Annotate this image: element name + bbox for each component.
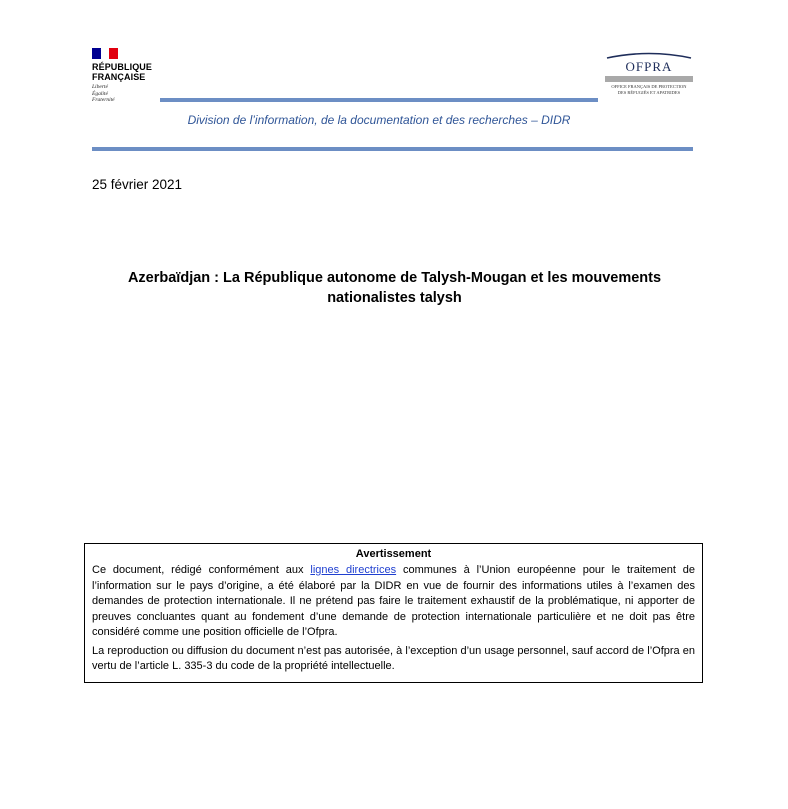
header-rule-top [160,98,598,102]
disclaimer-paragraph-1: Ce document, rédigé conformément aux lignes directrices communes à l’Union européenne pour le traitement de l’information sur le pays d’origine, a été élaboré par la DIDR en vue de fournir des informations utiles à l’examen des demandes de protection internationale. Il ne prétend pas faire le traitement exhaustif de la problématique, ni apporter de preuves concluantes quant au fondement d’une demande de protection internationale particulière et ne doit pas être considéré comme une position officielle de l’Ofpra. [92,564,696,638]
ofpra-arc-icon [605,51,693,59]
marianne-flag-icon [92,48,118,59]
document-date: 25 février 2021 [92,177,183,192]
rf-motto: Liberté Égalité Fraternité [92,84,115,103]
disclaimer-heading: Avertissement [355,548,432,560]
ofpra-logo [603,51,695,97]
header-rule-bottom [92,147,693,151]
division-name: Division de l’information, de la documentation et des recherches – DIDR [187,113,571,127]
guidelines-link[interactable]: lignes directrices [310,564,397,576]
ofpra-name: OFPRA [625,59,673,74]
rf-title: RÉPUBLIQUE FRANÇAISE [92,62,153,82]
ofpra-subtitle: OFFICE FRANÇAIS DE PROTECTION DES RÉFUGIÉS ET APATRIDES [611,84,687,95]
disclaimer-box [84,543,703,683]
ofpra-bar [605,76,693,82]
disclaimer-paragraph-2: La reproduction ou diffusion du document n’est pas autorisée, à l’exception d’un usage personnel, sauf accord de l’Ofpra en vertu de l’article L. 335-3 du code de la propriété intellectuelle. [92,644,695,672]
document-title: Azerbaïdjan : La République autonome de Talysh-Mougan et les mouvements nationalistes talysh [127,270,662,306]
